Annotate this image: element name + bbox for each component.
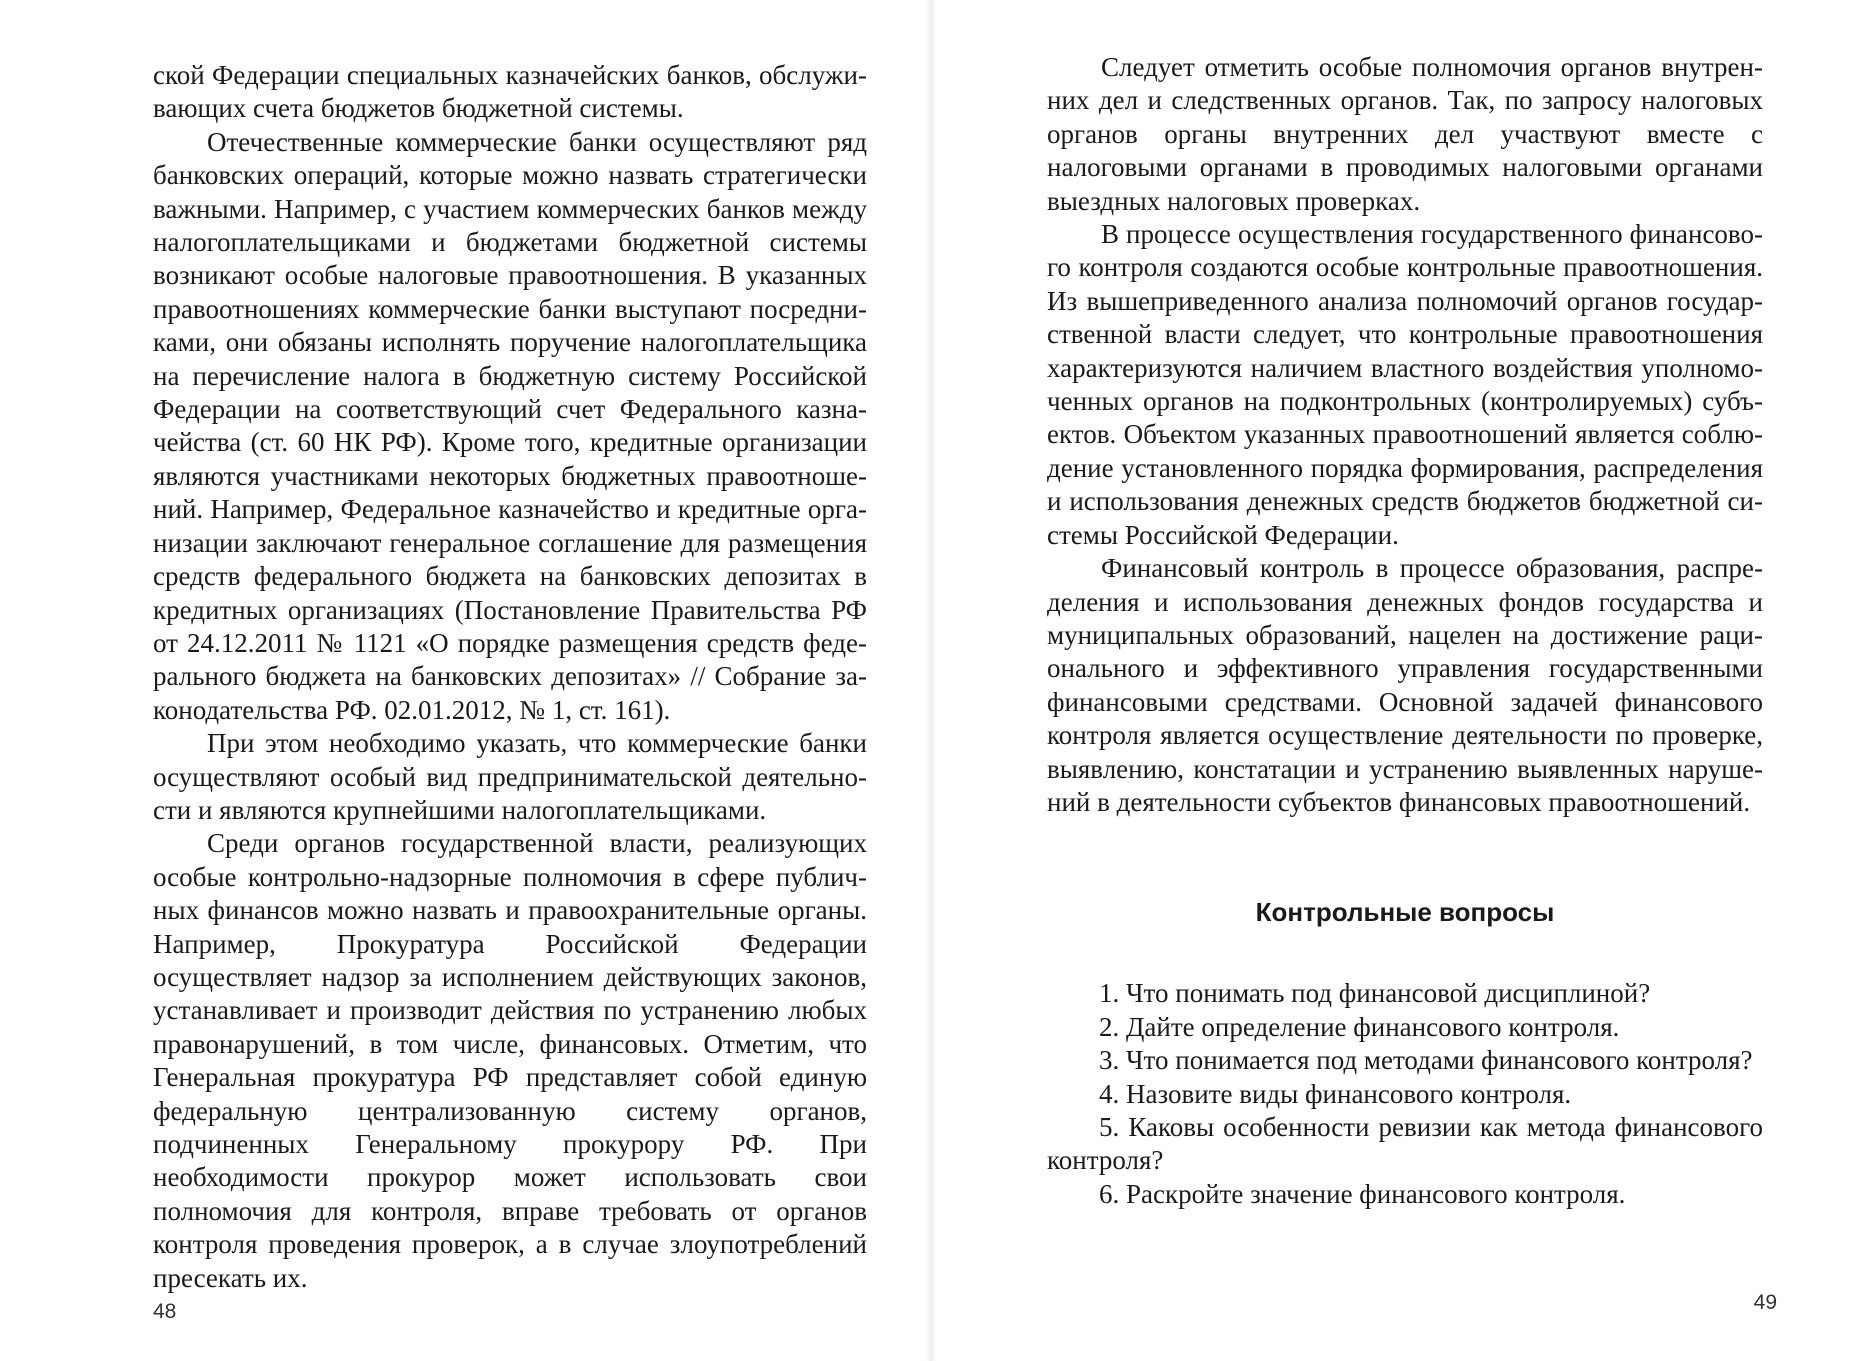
question-text: Раскройте значение финансового контроля. [1126,1178,1626,1209]
question-number: 3. [1099,1045,1120,1076]
question-number: 4. [1099,1078,1120,1109]
review-questions-list [1047,977,1763,1211]
question-number: 6. [1099,1178,1120,1209]
paragraph: Среди органов государственной власти, реализующих особые контрольно-надзорные полномочия в сфере публичных финансов можно назвать и правоохранительные органы. Например, Прокуратура Российской Федерации осуществляет надзор за исполнением действующих законов, устанавливает и производит действия по устранению любых правонарушений, в том числе, финансовых. Отметим, что Генеральная прокуратура РФ представляет собой единую федеральную централизованную систему органов, подчиненных Генеральному прокурору РФ. При необходимости прокурор может использовать свои полномочия для контроля, вправе требовать от органов контроля проведения проверок, а в случае злоупотреблений пресекать их. [153,828,867,1293]
list-item [1047,977,1763,1010]
question-text: Назовите виды финансового контроля. [1126,1078,1572,1109]
question-number: 5. [1099,1111,1120,1142]
page-number-right: 49 [1753,1291,1777,1314]
right-page-text [1047,51,1763,1211]
list-item [1047,1044,1763,1077]
paragraph: Финансовый контроль в процессе образования, распределения и использования денежных фондов государства и муниципальных образований, нацелен на достижение рационального и эффективного управления государственными финансовыми средствами. Основной задачей финансового контроля является осуществление деятельности по проверке, выявлению, констатации и устранению выявленных нарушений в деятельности субъектов финансовых правоотношений. [1047,553,1763,817]
question-text: Что понимать под финансовой дисциплиной? [1126,978,1651,1009]
question-number: 2. [1099,1011,1120,1042]
question-number: 1. [1099,978,1120,1009]
list-item [1047,1011,1763,1044]
paragraph: ской Федерации специальных казначейских банков, обслуживающих счета бюджетов бюджетной системы. [153,60,867,124]
question-text: Дайте определение финансового контроля. [1126,1011,1620,1042]
list-item [1047,1111,1763,1178]
paragraph: При этом необходимо указать, что коммерческие банки осуществляют особый вид предпринимательской деятельности и являются крупнейшими налогоплательщиками. [153,728,867,825]
list-item [1047,1178,1763,1211]
left-page [0,0,930,1361]
page-number-left: 48 [153,1300,177,1323]
left-page-text [153,59,867,1295]
question-text: Каковы особенности ревизии как метода финансового контроля? [1047,1111,1763,1176]
section-heading: Контрольные вопросы [1255,897,1555,928]
paragraph: Отечественные коммерческие банки осуществляют ряд банковских операций, которые можно назвать стратегически важными. Например, с участием коммерческих банков между налогоплательщиками и бюджетами бюджетной системы возникают особые налоговые правоотношения. В указанных правоотношениях коммерческие банки выступают посредниками, они обязаны исполнять поручение налогоплательщика на перечисление налога в бюджетную систему Российской Федерации на соответствующий счет Федерального казначейства (ст. 60 НК РФ). Кроме того, кредитные организации являются участниками некоторых бюджетных правоотношений. Например, Федеральное казначейство и кредитные организации заключают генеральное соглашение для размещения средств федерального бюджета на банковских депозитах в кредитных организациях (Постановление Правительства РФ от 24.12.2011 № 1121 «О порядке размещения средств федерального бюджета на банковских депозитах» // Собрание законодательства РФ. 02.01.2012, № 1, ст. 161). [153,126,867,725]
list-item [1047,1078,1763,1111]
right-page [931,0,1861,1361]
question-text: Что понимается под методами финансового контроля? [1126,1045,1753,1076]
paragraph: Следует отметить особые полномочия органов внутренних дел и следственных органов. Так, по запросу налоговых органов органы внутренних дел участвуют вместе с налоговыми органами в проводимых налоговыми органами выездных налоговых проверках. [1047,52,1763,216]
paragraph: В процессе осуществления государственного финансового контроля создаются особые контрольные правоотношения. Из вышеприведенного анализа полномочий органов государственной власти следует, что контрольные правоотношения характеризуются наличием властного воздействия уполномоченных органов на подконтрольных (контролируемых) субъектов. Объектом указанных правоотношений является соблюдение установленного порядка формирования, распределения и использования денежных средств бюджетов бюджетной системы Российской Федерации. [1047,219,1763,550]
